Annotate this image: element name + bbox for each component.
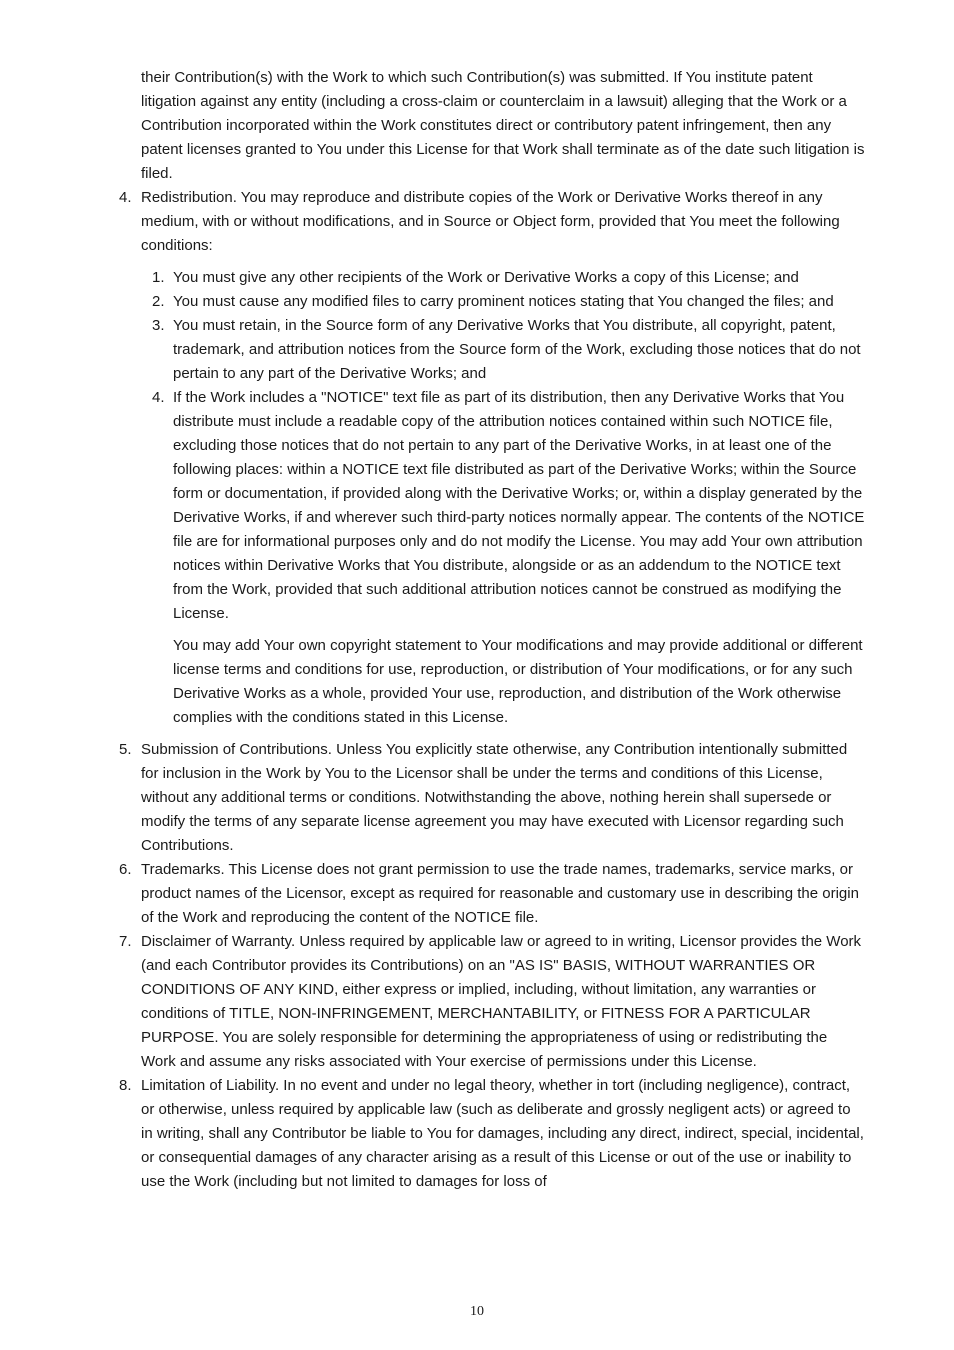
sublist-item-text: You must retain, in the Source form of any Derivative Works that You distribute, all copyright, patent, trademark, and attribution notices from the Source form of the Work, excluding those notices that do not pertain to any part of the Derivative Works; and bbox=[173, 317, 861, 382]
list-item-trademarks bbox=[119, 858, 866, 930]
sublist-item bbox=[152, 290, 866, 314]
list-item-number: 5. bbox=[119, 741, 132, 758]
conditions-sublist bbox=[141, 266, 866, 626]
list-item-number: 7. bbox=[119, 933, 132, 950]
list-item-number: 4. bbox=[119, 189, 132, 206]
list-item-text: Redistribution. You may reproduce and distribute copies of the Work or Derivative Works thereof in any medium, with or without modifications, and in Source or Object form, provided that You meet the following conditions: bbox=[141, 189, 840, 254]
sublist-item-number: 4. bbox=[152, 389, 165, 406]
list-item-number: 6. bbox=[119, 861, 132, 878]
continuation-paragraph: their Contribution(s) with the Work to which such Contribution(s) was submitted. If You institute patent litigation against any entity (including a cross-claim or counterclaim in a lawsuit) alleging that the Work or a Contribution incorporated within the Work constitutes direct or contributory patent infringement, then any patent licenses granted to You under this License for that Work shall terminate as of the date such litigation is filed. bbox=[141, 69, 865, 182]
sublist-item-number: 3. bbox=[152, 317, 165, 334]
sublist-item-text: If the Work includes a "NOTICE" text file as part of its distribution, then any Derivative Works that You distribute must include a readable copy of the attribution notices contained within such NOTICE file, excluding those notices that do not pertain to any part of the Derivative Works, in at least one of the following places: within a NOTICE text file distributed as part of the Derivative Works; within the Source form or documentation, if provided along with the Derivative Works; or, within a display generated by the Derivative Works, if and wherever such third-party notices normally appear. The contents of the NOTICE file are for informational purposes only and do not modify the License. You may add Your own attribution notices within Derivative Works that You distribute, alongside or as an addendum to the NOTICE text from the Work, provided that such additional attribution notices cannot be construed as modifying the License. bbox=[173, 389, 865, 622]
sublist-item-text: You must give any other recipients of the Work or Derivative Works a copy of this License; and bbox=[173, 269, 799, 286]
list-item-text: Submission of Contributions. Unless You explicitly state otherwise, any Contribution intentionally submitted for inclusion in the Work by You to the Licensor shall be under the terms and conditions of this License, without any additional terms or conditions. Notwithstanding the above, nothing herein shall supersede or modify the terms of any separate license agreement you may have executed with Licensor regarding such Contributions. bbox=[141, 741, 848, 854]
list-item-disclaimer-of-warranty bbox=[119, 930, 866, 1074]
sublist-item-text: You must cause any modified files to carry prominent notices stating that You changed the files; and bbox=[173, 293, 834, 310]
list-item-text: Disclaimer of Warranty. Unless required by applicable law or agreed to in writing, Licensor provides the Work (and each Contributor provides its Contributions) on an "AS IS" BASIS, WITHOUT WARRANTIES OR CONDITIONS OF ANY KIND, either express or implied, including, without limitation, any warranties or conditions of TITLE, NON-INFRINGEMENT, MERCHANTABILITY, or FITNESS FOR A PARTICULAR PURPOSE. You are solely responsible for determining the appropriateness of using or redistributing the Work and assume any risks associated with Your exercise of permissions under this License. bbox=[141, 933, 862, 1070]
sublist-item-number: 1. bbox=[152, 269, 165, 286]
list-item-submission-of-contributions bbox=[119, 738, 866, 858]
list-item-limitation-of-liability bbox=[119, 1074, 866, 1194]
list-item-number: 8. bbox=[119, 1077, 132, 1094]
copyright-statement-paragraph: You may add Your own copyright statement to Your modifications and may provide additional or different license terms and conditions for use, reproduction, or distribution of Your modifications, or for any such Derivative Works as a whole, provided Your use, reproduction, and distribution of the Work otherwise complies with the conditions stated in this License. bbox=[173, 637, 863, 726]
list-item-text: Limitation of Liability. In no event and under no legal theory, whether in tort (including negligence), contract, or otherwise, unless required by applicable law (such as deliberate and grossly negligent acts) or agreed to in writing, shall any Contributor be liable to You for damages, including any direct, indirect, special, incidental, or consequential damages of any character arising as a result of this License or out of the use or inability to use the Work (including but not limited to damages for loss of bbox=[141, 1077, 864, 1190]
sublist-item bbox=[152, 314, 866, 386]
sublist-item-number: 2. bbox=[152, 293, 165, 310]
list-item-redistribution bbox=[119, 186, 866, 730]
sublist-item bbox=[152, 266, 866, 290]
page-number: 10 bbox=[470, 1304, 484, 1319]
list-item-text: Trademarks. This License does not grant permission to use the trade names, trademarks, service marks, or product names of the Licensor, except as required for reasonable and customary use in describing the origin of the Work and reproducing the content of the NOTICE file. bbox=[141, 861, 859, 926]
document-page bbox=[0, 66, 954, 1194]
license-section-list bbox=[0, 186, 954, 1194]
sublist-item bbox=[152, 386, 866, 626]
